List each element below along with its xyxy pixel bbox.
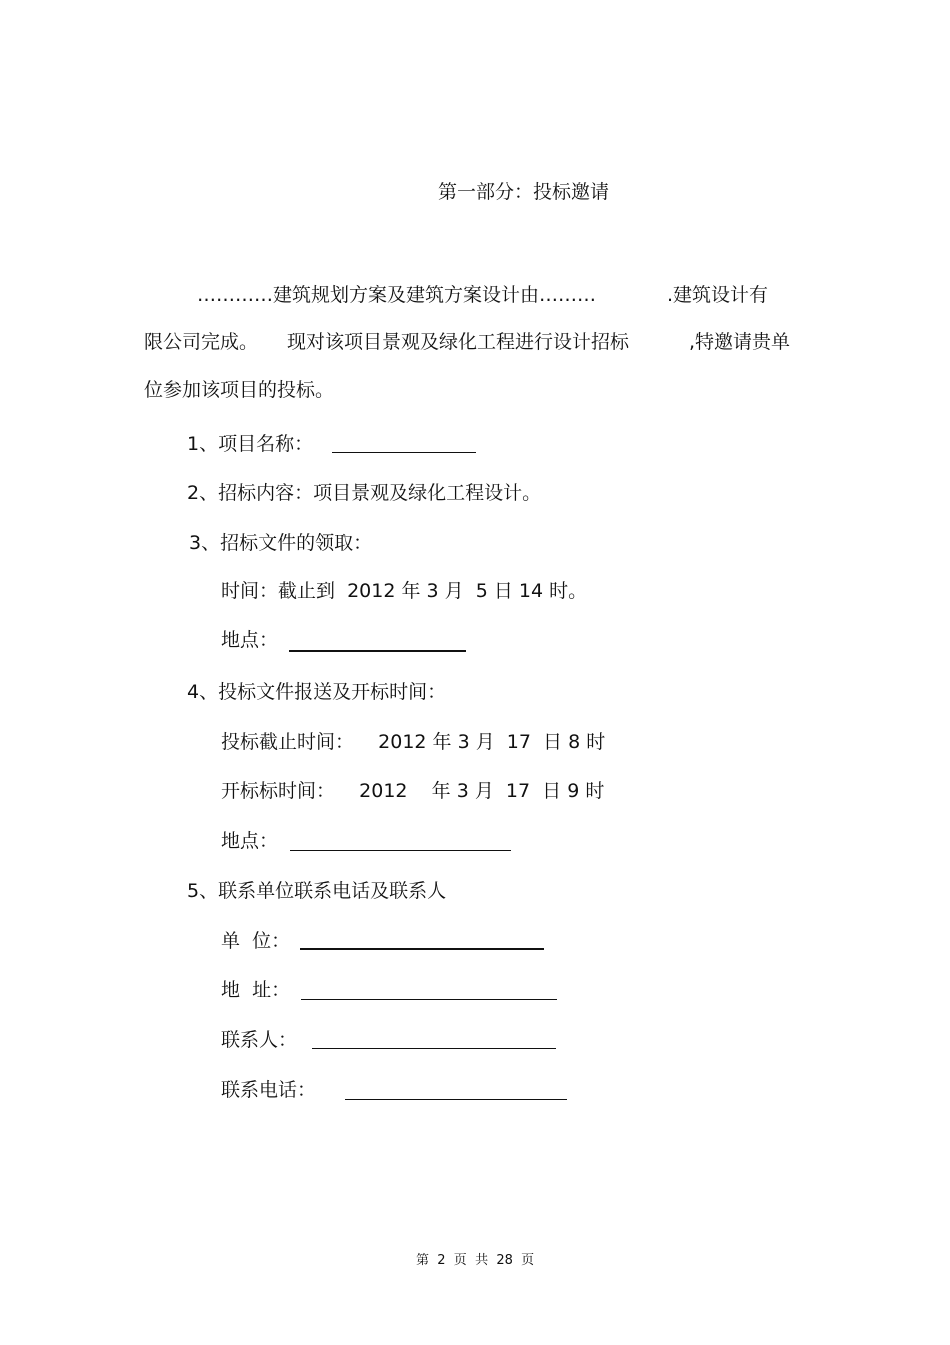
intro-line-2a: 限公司完成。 bbox=[144, 331, 259, 353]
item-4-place-underline bbox=[290, 850, 511, 851]
address-underline bbox=[301, 999, 557, 1000]
contact-label: 联系人： bbox=[221, 1029, 298, 1051]
unit-label: 单 位： bbox=[221, 930, 291, 952]
item-3-time: 时间：截止到 2012 年 3 月 5 日 14 时。 bbox=[221, 580, 588, 602]
item-4-deadline: 投标截止时间： 2012 年 3 月 17 日 8 时 bbox=[221, 731, 606, 753]
intro-line-1a: …………建筑规划方案及建筑方案设计由……… bbox=[197, 284, 597, 306]
item-3-label: 3、招标文件的领取： bbox=[189, 532, 373, 554]
intro-line-3: 位参加该项目的投标。 bbox=[144, 379, 335, 401]
phone-underline bbox=[345, 1099, 567, 1100]
item-1-label: 1、项目名称： bbox=[187, 433, 314, 455]
project-name-underline bbox=[332, 452, 476, 453]
contact-underline bbox=[312, 1048, 556, 1049]
address-label: 地 址： bbox=[221, 979, 291, 1001]
item-2-label: 2、招标内容：项目景观及绿化工程设计。 bbox=[187, 482, 542, 504]
item-3-place-underline bbox=[289, 650, 466, 652]
intro-line-2c: ,特邀请贵单 bbox=[689, 331, 791, 353]
item-4-opening: 开标标时间： 2012 年 3 月 17 日 9 时 bbox=[221, 780, 605, 802]
intro-line-1b: .建筑设计有 bbox=[667, 284, 769, 306]
intro-line-2b: 现对该项目景观及绿化工程进行设计招标 bbox=[287, 331, 630, 353]
page-title: 第一部分：投标邀请 bbox=[438, 181, 610, 203]
phone-label: 联系电话： bbox=[221, 1079, 317, 1101]
item-4-place-label: 地点： bbox=[221, 830, 279, 852]
item-5-label: 5、联系单位联系电话及联系人 bbox=[187, 880, 447, 902]
unit-underline bbox=[300, 948, 544, 950]
item-4-label: 4、投标文件报送及开标时间： bbox=[187, 681, 447, 703]
item-3-place-label: 地点： bbox=[221, 629, 279, 651]
page-footer: 第 2 页 共 28 页 bbox=[416, 1253, 535, 1268]
